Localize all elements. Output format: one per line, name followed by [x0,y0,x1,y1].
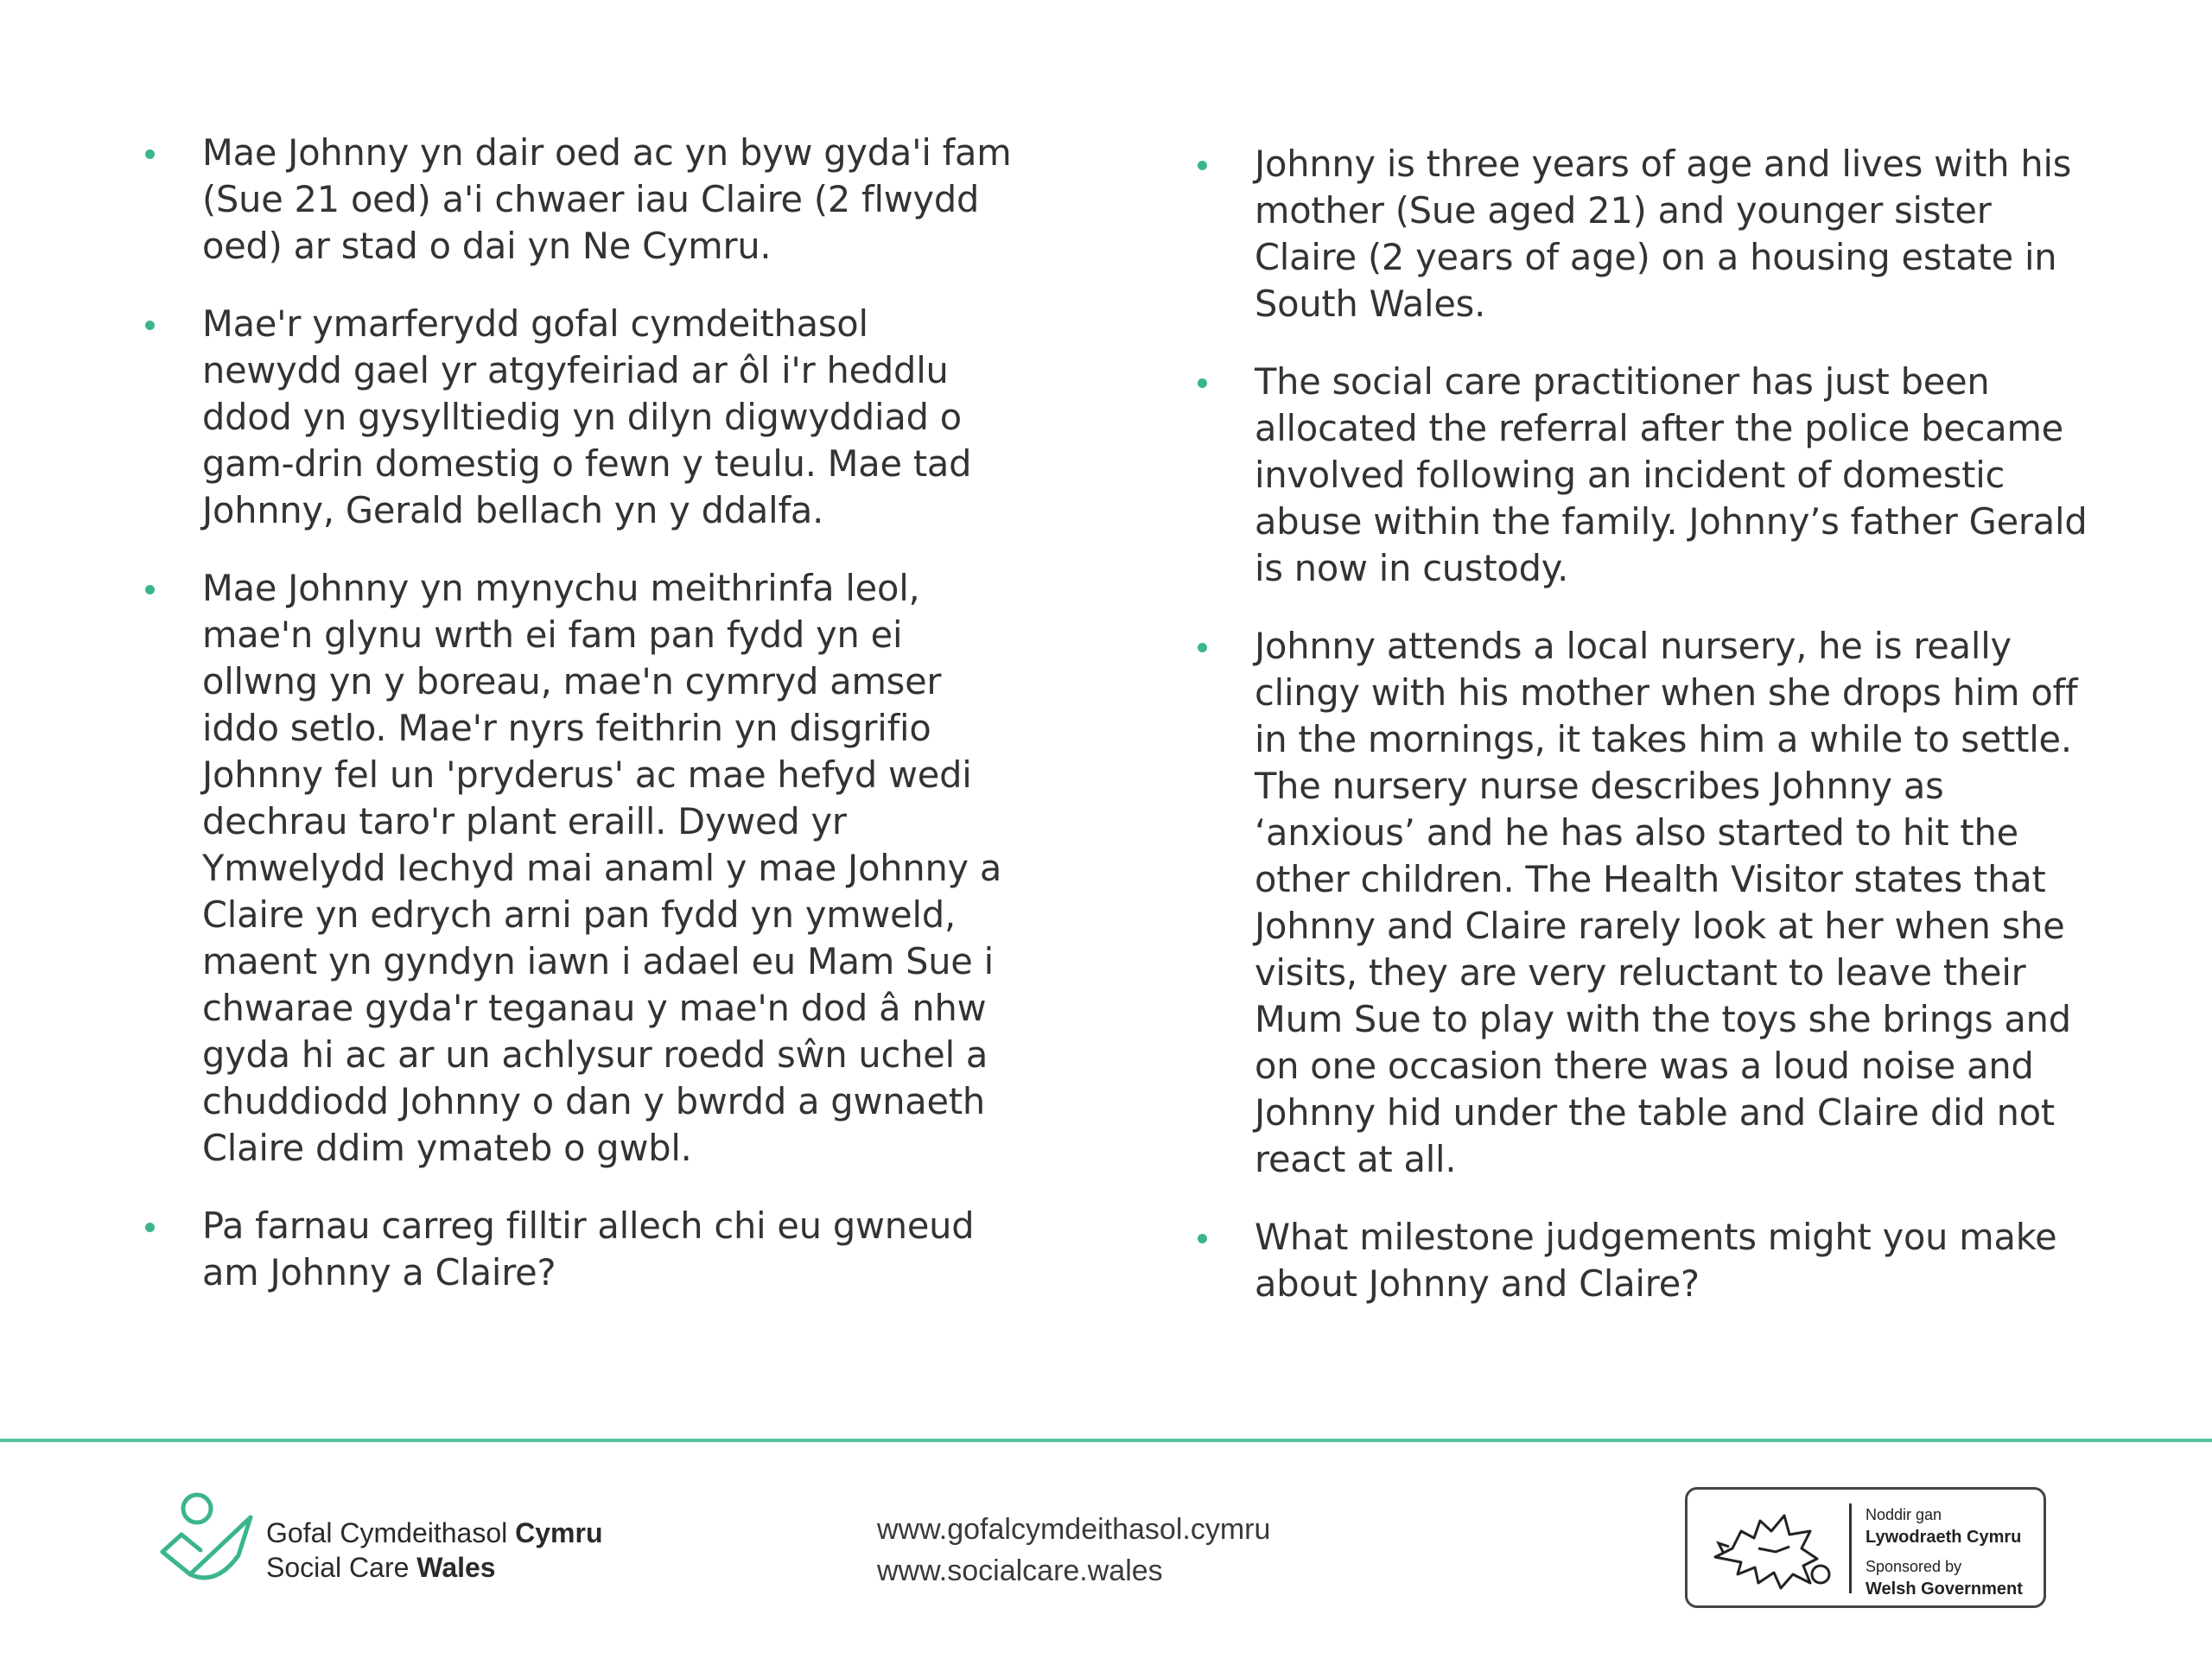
bullet-dot-icon [145,585,155,594]
list-item [1194,623,2101,1183]
sponsor-english-label: Sponsored by [1866,1558,1962,1575]
english-column [1194,141,2101,1338]
bullet-dot-icon [145,1223,155,1232]
logo-line1-regular: Gofal Cymdeithasol [266,1517,516,1548]
bullet-text: Mae Johnny yn dair oed ac yn byw gyda'i fam (Sue 21 oed) a'i chwaer iau Claire (2 flwydd oed) ar stad o dai yn Ne Cymru. [202,131,1012,267]
logo-line2-bold: Wales [416,1552,496,1583]
social-care-wales-logo [156,1491,639,1595]
sponsor-english-name: Welsh Government [1866,1580,2023,1599]
welsh-government-sponsor-badge [1685,1487,2046,1608]
english-bullet-list [1194,141,2101,1307]
logo-wordmark [266,1516,602,1585]
welsh-dragon-icon [1707,1505,1836,1595]
bullet-dot-icon [145,149,155,159]
bullet-text: Mae'r ymarferydd gofal cymdeithasol newydd gael yr atgyfeiriad ar ôl i'r heddlu ddod yn gysylltiedig yn dilyn digwyddiad o gam-drin domestig o fewn y teulu. Mae tad Johnny, Gerald bellach yn y ddalfa. [202,302,972,531]
welsh-column [142,130,1014,1327]
bullet-text: What milestone judgements might you make about Johnny and Claire? [1255,1216,2057,1305]
bullet-dot-icon [1198,378,1207,388]
url-welsh[interactable]: www.gofalcymdeithasol.cymru [877,1513,1271,1546]
bullet-text: Pa farnau carreg filltir allech chi eu gwneud am Johnny a Claire? [202,1205,975,1294]
list-item [142,130,1014,270]
bullet-dot-icon [1198,643,1207,652]
logo-line1-bold: Cymru [515,1517,603,1548]
list-item [1194,141,2101,327]
sponsor-welsh-label: Noddir gan [1866,1506,1942,1523]
bullet-dot-icon [145,321,155,330]
list-item [142,1203,1014,1296]
list-item [1194,359,2101,592]
social-care-wales-logo-icon [156,1491,259,1595]
list-item [1194,1214,2101,1307]
bullet-dot-icon [1198,1234,1207,1243]
list-item [142,301,1014,534]
sponsor-text [1866,1503,2023,1600]
bullet-text: Johnny attends a local nursery, he is really clingy with his mother when she drops him off in the mornings, it takes him a while to settle. The nursery nurse describes Johnny as ‘anxious’ and he has also started to hit the other children. The Health Visitor states that Johnny and Claire rarely look at her when she visits, they are very reluctant to leave their Mum Sue to play with the toys she brings and on one occasion there was a loud noise and Johnny hid under the table and Claire did not react at all. [1255,625,2078,1180]
footer-divider [0,1439,2212,1442]
bullet-dot-icon [1198,161,1207,170]
sponsor-welsh-name: Lywodraeth Cymru [1866,1528,2022,1547]
sponsor-divider [1849,1503,1852,1593]
bullet-text: Johnny is three years of age and lives with his mother (Sue aged 21) and younger sister Claire (2 years of age) on a housing estate in South Wales. [1255,143,2072,325]
bullet-text: Mae Johnny yn mynychu meithrinfa leol, mae'n glynu wrth ei fam pan fydd yn ei ollwng yn y boreau, mae'n cymryd amser iddo setlo. Mae'r nyrs feithrin yn disgrifio Johnny fel un 'pryderus' ac mae hefyd wedi dechrau taro'r plant eraill. Dywed yr Ymwelydd Iechyd mai anaml y mae Johnny a Claire yn edrych arni pan fydd yn ymweld, maent yn gyndyn iawn i adael eu Mam Sue i chwarae gyda'r teganau y mae'n dod â nhw gyda hi ac ar un achlysur roedd sŵn uchel a chuddiodd Johnny o dan y bwrdd a gwnaeth Claire ddim ymateb o gwbl. [202,567,1002,1169]
welsh-bullet-list [142,130,1014,1296]
bullet-text: The social care practitioner has just been allocated the referral after the police became involved following an incident of domestic abuse within the family. Johnny’s father Gerald is now in custody. [1255,360,2088,589]
footer-urls [877,1509,1270,1592]
logo-line2-regular: Social Care [266,1552,417,1583]
list-item [142,565,1014,1172]
url-english[interactable]: www.socialcare.wales [877,1554,1163,1587]
